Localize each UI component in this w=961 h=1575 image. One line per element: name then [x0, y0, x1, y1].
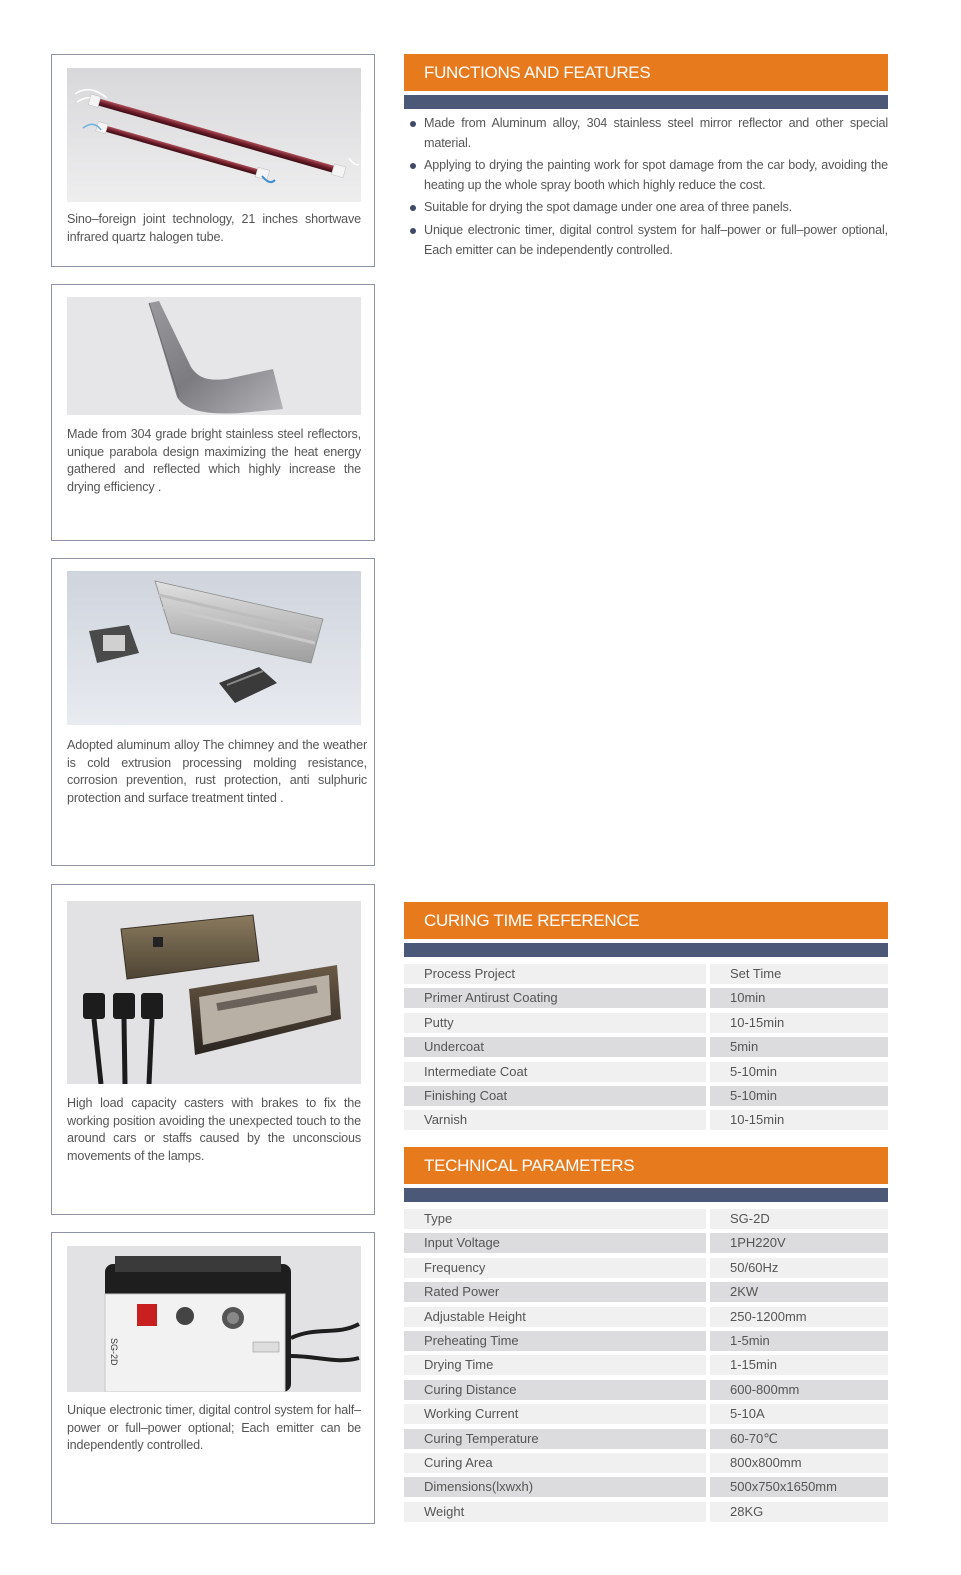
table-row: [404, 1060, 888, 1084]
feature-card-control-timer: [51, 1232, 375, 1524]
table-row: [404, 1011, 888, 1035]
table-row: [404, 1329, 888, 1353]
table-row: [404, 1500, 888, 1524]
bullet-icon: [410, 205, 416, 211]
reflector-caption: Made from 304 grade bright stainless steel reflectors, unique parabola design maximizing the heat energy gathered and reflected which highly increase the drying efficiency .: [67, 427, 361, 494]
control-timer-caption: Unique electronic timer, digital control system for half–power or full–power optional; Each emitter can be independently controlled.: [67, 1403, 361, 1453]
table-cell-value: 10-15min: [710, 1013, 888, 1033]
table-row: [404, 1402, 888, 1426]
table-cell-label: Drying Time: [404, 1355, 706, 1375]
table-cell-value: 5-10min: [710, 1062, 888, 1082]
table-cell-label: Rated Power: [404, 1282, 706, 1302]
table-cell-value: 1-15min: [710, 1355, 888, 1375]
table-cell-value: 10min: [710, 988, 888, 1008]
table-cell-label: Varnish: [404, 1110, 706, 1130]
table-row: [404, 1378, 888, 1402]
bullet-icon: [410, 163, 416, 169]
table-cell-label: Finishing Coat: [404, 1086, 706, 1106]
table-row: [404, 1475, 888, 1499]
table-row: [404, 1451, 888, 1475]
table-cell-value: 10-15min: [710, 1110, 888, 1130]
curing-header: CURING TIME REFERENCE: [404, 902, 888, 939]
table-row: [404, 1207, 888, 1231]
table-row: [404, 962, 888, 986]
lamp-heads-image: [67, 901, 361, 1084]
feature-card-casters: [51, 884, 375, 1215]
table-row: [404, 1035, 888, 1059]
halogen-tube-image: [67, 68, 361, 202]
table-cell-value: 1-5min: [710, 1331, 888, 1351]
aluminum-housing-caption: Adopted aluminum alloy The chimney and the weather is cold extrusion processing molding resistance, corrosion prevention, rust protection, anti sulphuric protection and surface treatment tinted .: [67, 738, 367, 805]
table-cell-value: 28KG: [710, 1502, 888, 1522]
table-cell-label: Curing Distance: [404, 1380, 706, 1400]
table-cell-value: 600-800mm: [710, 1380, 888, 1400]
feature-item: Unique electronic timer, digital control system for half–power or full–power optional, Each emitter can be independently controlled.: [404, 221, 888, 260]
table-cell-value: 60-70℃: [710, 1429, 888, 1449]
table-row: [404, 1231, 888, 1255]
table-cell-value: 5-10min: [710, 1086, 888, 1106]
table-cell-value: SG-2D: [710, 1209, 888, 1229]
table-cell-label: Type: [404, 1209, 706, 1229]
table-cell-label: Preheating Time: [404, 1331, 706, 1351]
functions-list: [404, 114, 888, 263]
casters-caption: High load capacity casters with brakes to fix the working position avoiding the unexpected touch to the around cars or staffs caused by the unconscious movements of the lamps.: [67, 1096, 361, 1163]
curing-divider-bar: [404, 943, 888, 957]
functions-header: FUNCTIONS AND FEATURES: [404, 54, 888, 91]
table-cell-value: 2KW: [710, 1282, 888, 1302]
table-cell-label: Frequency: [404, 1258, 706, 1278]
table-cell-label: Input Voltage: [404, 1233, 706, 1253]
table-cell-value: 1PH220V: [710, 1233, 888, 1253]
table-cell-label: Putty: [404, 1013, 706, 1033]
bullet-icon: [410, 121, 416, 127]
table-row: [404, 1084, 888, 1108]
table-cell-value: 5min: [710, 1037, 888, 1057]
device-model-label: SG-2D: [109, 1338, 119, 1366]
table-row: [404, 1353, 888, 1377]
table-cell-label: Curing Area: [404, 1453, 706, 1473]
table-cell-value: 5-10A: [710, 1404, 888, 1424]
table-cell-value: 800x800mm: [710, 1453, 888, 1473]
table-cell-label: Dimensions(lxwxh): [404, 1477, 706, 1497]
feature-card-aluminum-housing: [51, 558, 375, 866]
aluminum-housing-image: [67, 571, 361, 725]
table-row: [404, 1280, 888, 1304]
table-cell-label: Intermediate Coat: [404, 1062, 706, 1082]
table-cell-label: Process Project: [404, 964, 706, 984]
curing-time-table: [404, 962, 888, 1133]
control-unit-image: [67, 1246, 361, 1392]
table-cell-label: Undercoat: [404, 1037, 706, 1057]
technical-divider-bar: [404, 1188, 888, 1202]
table-cell-value: Set Time: [710, 964, 888, 984]
table-cell-label: Curing Temperature: [404, 1429, 706, 1449]
functions-divider-bar: [404, 95, 888, 109]
table-row: [404, 986, 888, 1010]
table-cell-label: Adjustable Height: [404, 1307, 706, 1327]
feature-item: Applying to drying the painting work for spot damage from the car body, avoiding the heating up the whole spray booth which highly reduce the cost.: [404, 156, 888, 195]
table-cell-value: 500x750x1650mm: [710, 1477, 888, 1497]
feature-card-halogen-tube: [51, 54, 375, 267]
bullet-icon: [410, 228, 416, 234]
table-row: [404, 1108, 888, 1132]
table-row: [404, 1256, 888, 1280]
feature-card-reflector: [51, 284, 375, 541]
table-cell-label: Working Current: [404, 1404, 706, 1424]
technical-parameters-table: [404, 1207, 888, 1524]
reflector-image: [67, 297, 361, 415]
table-cell-value: 50/60Hz: [710, 1258, 888, 1278]
feature-item: Made from Aluminum alloy, 304 stainless steel mirror reflector and other special material.: [404, 114, 888, 153]
technical-header: TECHNICAL PARAMETERS: [404, 1147, 888, 1184]
table-cell-label: Weight: [404, 1502, 706, 1522]
table-cell-label: Primer Antirust Coating: [404, 988, 706, 1008]
table-cell-value: 250-1200mm: [710, 1307, 888, 1327]
table-row: [404, 1305, 888, 1329]
table-row: [404, 1427, 888, 1451]
halogen-tube-caption: Sino–foreign joint technology, 21 inches shortwave infrared quartz halogen tube.: [67, 212, 361, 244]
feature-item: Suitable for drying the spot damage under one area of three panels.: [404, 198, 888, 218]
